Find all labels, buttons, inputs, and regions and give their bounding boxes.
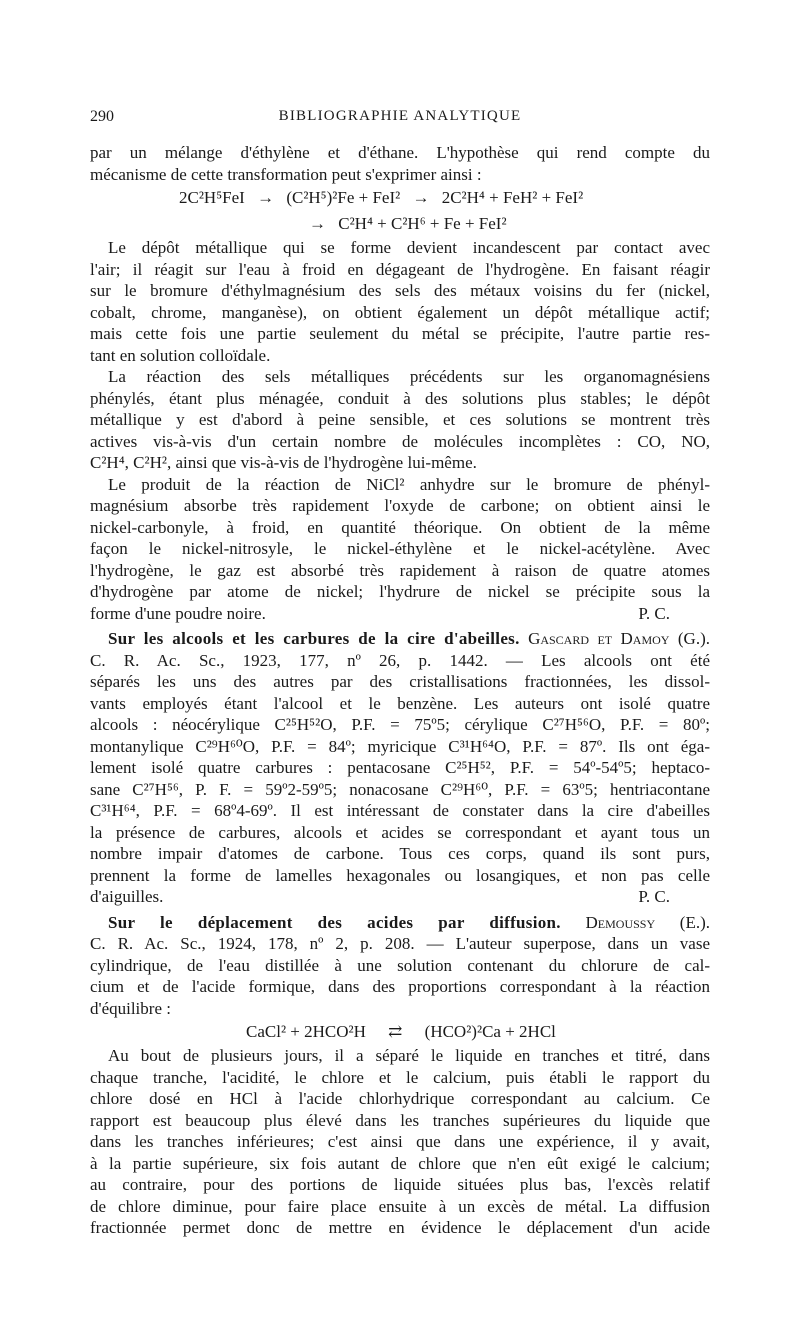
text-line: au contraire, pour des portions de liquide situées plus bas, l'excès relatif — [90, 1175, 710, 1194]
text-line: magnésium absorbe très rapidement l'oxyde de carbone; on obtient ainsi le — [90, 496, 710, 515]
equilibrium-arrow: ⇄ — [388, 1022, 403, 1041]
text-line: sur le bromure d'éthylmagnésium des sels des métaux voisins du fer (nickel, — [90, 281, 710, 300]
text-line: séparés les uns des autres par des cristallisations fractionnées, les dissol- — [90, 672, 710, 691]
equation-line — [90, 185, 710, 211]
text-line: chlore dosé en HCl à l'acide chlorhydrique correspondant au calcium. Ce — [90, 1089, 710, 1108]
equation-term: 2C²H⁴ + FeH² + FeI² — [441, 188, 584, 207]
article-heading — [90, 628, 710, 650]
text-line: fractionnée permet donc de mettre en évidence le déplacement d'un acide — [90, 1218, 710, 1237]
reaction-arrow: → — [257, 188, 275, 207]
text-line — [90, 886, 710, 908]
text-line: lement isolé quatre carbures : pentacosane C²⁵H⁵², P.F. = 54º-54º5; heptaco- — [90, 758, 710, 777]
equation-term: (HCO²)²Ca + 2HCl — [424, 1022, 556, 1041]
text-line: phénylés, étant plus ménagée, conduit à des solutions plus stables; le dépôt — [90, 388, 710, 408]
text-line: cobalt, chrome, manganèse), on obtient également un dépôt métallique actif; — [90, 302, 710, 322]
text-line: alcools : néocérylique C²⁵H⁵²O, P.F. = 75º5; cérylique C²⁷H⁵⁶O, P.F. = 80º; — [90, 715, 710, 734]
text-line: d'hydrogène par atome de nickel; l'hydrure de nickel se précipite sous la — [90, 582, 710, 601]
equation-term: C²H⁴ + C²H⁶ + Fe + FeI² — [338, 214, 507, 233]
page-header — [90, 108, 710, 128]
text-line: dans les tranches inférieures; c'est ainsi que dans une expérience, il y avait, — [90, 1132, 710, 1151]
text-line: mais cette fois une partie seulement du métal se précipite, l'autre partie res- — [90, 324, 710, 343]
text-line: l'hydrogène, le gaz est absorbé très rapidement à raison de quatre atomes — [90, 560, 710, 580]
text-line-end: forme d'une poudre noire. — [90, 603, 266, 623]
text-line: mécanisme de cette transformation peut s'exprimer ainsi : — [90, 164, 482, 184]
equation-line — [90, 1019, 710, 1045]
page-body — [90, 142, 710, 1239]
article-authors: Demoussy (E.). — [585, 912, 710, 932]
text-line: rapport est beaucoup plus élevé dans les tranches supérieures du liquide que — [90, 1110, 710, 1130]
text-line: La réaction des sels métalliques précédents sur les organomagnésiens — [108, 367, 710, 386]
text-line: chaque tranche, l'acidité, le chlore et le calcium, puis établi le rapport du — [90, 1067, 710, 1087]
article-heading — [90, 912, 710, 934]
text-line: montanylique C²⁹H⁶⁰O, P.F. = 84º; myricique C³¹H⁶⁴O, P.F. = 87º. Ils ont éga- — [90, 736, 710, 756]
text-line: actives vis-à-vis d'un certain nombre de molécules incomplètes : CO, NO, — [90, 431, 710, 451]
text-line: métallique y est d'abord à peine sensible, et ces solutions se montrent très — [90, 410, 710, 429]
equation-line — [90, 211, 710, 237]
text-line: la présence de carbures, alcools et acides se correspondant et ayant tous un — [90, 822, 710, 842]
article-title: Sur le déplacement des acides par diffusion. — [108, 912, 561, 932]
text-line: prennent la forme de lamelles hexagonales ou losangiques, et non pas celle — [90, 865, 710, 885]
article-title: Sur les alcools et les carbures de la cire d'abeilles. — [108, 629, 520, 648]
text-line: C²H⁴, C²H², ainsi que vis-à-vis de l'hydrogène lui-même. — [90, 453, 477, 472]
text-line: par un mélange d'éthylène et d'éthane. L'hypothèse qui rend compte du — [90, 143, 710, 162]
equation-term: CaCl² + 2HCO²H — [246, 1022, 366, 1041]
text-line: Le produit de la réaction de NiCl² anhydre sur le bromure de phényl- — [108, 474, 710, 494]
text-line: Le dépôt métallique qui se forme devient incandescent par contact avec — [108, 238, 710, 257]
text-line: cium et de l'acide formique, dans des proportions correspondant à la réaction — [90, 977, 710, 996]
text-line: C³¹H⁶⁴, P.F. = 68º4-69º. Il est intéressant de constater dans la cire d'abeilles — [90, 801, 710, 820]
reaction-arrow: → — [412, 188, 430, 207]
text-line: C. R. Ac. Sc., 1923, 177, nº 26, p. 1442. — Les alcools ont été — [90, 650, 710, 670]
text-line: sane C²⁷H⁵⁶, P. F. = 59º2-59º5; nonacosane C²⁹H⁶⁰, P.F. = 63º5; hentriacontane — [90, 779, 710, 799]
article-authors: Gascard et Damoy (G.). — [528, 629, 710, 648]
equation-term: (C²H⁵)²Fe + FeI² — [286, 188, 401, 207]
running-title: BIBLIOGRAPHIE ANALYTIQUE — [278, 108, 522, 124]
reaction-arrow: → — [309, 214, 326, 233]
equation-term: 2C²H⁵FeI — [179, 188, 245, 207]
text-line: nombre impair d'atomes de carbone. Tous ces corps, quand ils sont purs, — [90, 844, 710, 863]
text-line: C. R. Ac. Sc., 1924, 178, nº 2, p. 208. — L'auteur superpose, dans un vase — [90, 934, 710, 953]
text-line — [90, 603, 710, 625]
text-line: de chlore diminue, pour faire place ensuite à un excès de métal. La diffusion — [90, 1196, 710, 1216]
text-line: Au bout de plusieurs jours, il a séparé le liquide en tranches et titré, dans — [108, 1046, 710, 1065]
text-line: l'air; il réagit sur l'eau à froid en dégageant de l'hydrogène. En faisant réagir — [90, 259, 710, 279]
text-line: à la partie supérieure, six fois autant de chlore que n'en eût exigé le calcium; — [90, 1153, 710, 1173]
text-line: façon le nickel-nitrosyle, le nickel-éthylène et le nickel-acétylène. Avec — [90, 539, 710, 558]
text-line: d'équilibre : — [90, 998, 171, 1018]
signature: P. C. — [638, 887, 670, 906]
signature: P. C. — [638, 603, 670, 623]
page-number: 290 — [90, 108, 114, 125]
text-line: tant en solution colloïdale. — [90, 345, 271, 365]
text-line: vants employés étant l'alcool et le benzène. Les auteurs ont isolé quatre — [90, 693, 710, 713]
text-line: nickel-carbonyle, à froid, en quantité théorique. On obtient de la même — [90, 517, 710, 537]
text-line-end: d'aiguilles. — [90, 887, 164, 906]
text-line: cylindrique, de l'eau distillée à une solution contenant du chlorure de cal- — [90, 955, 710, 975]
